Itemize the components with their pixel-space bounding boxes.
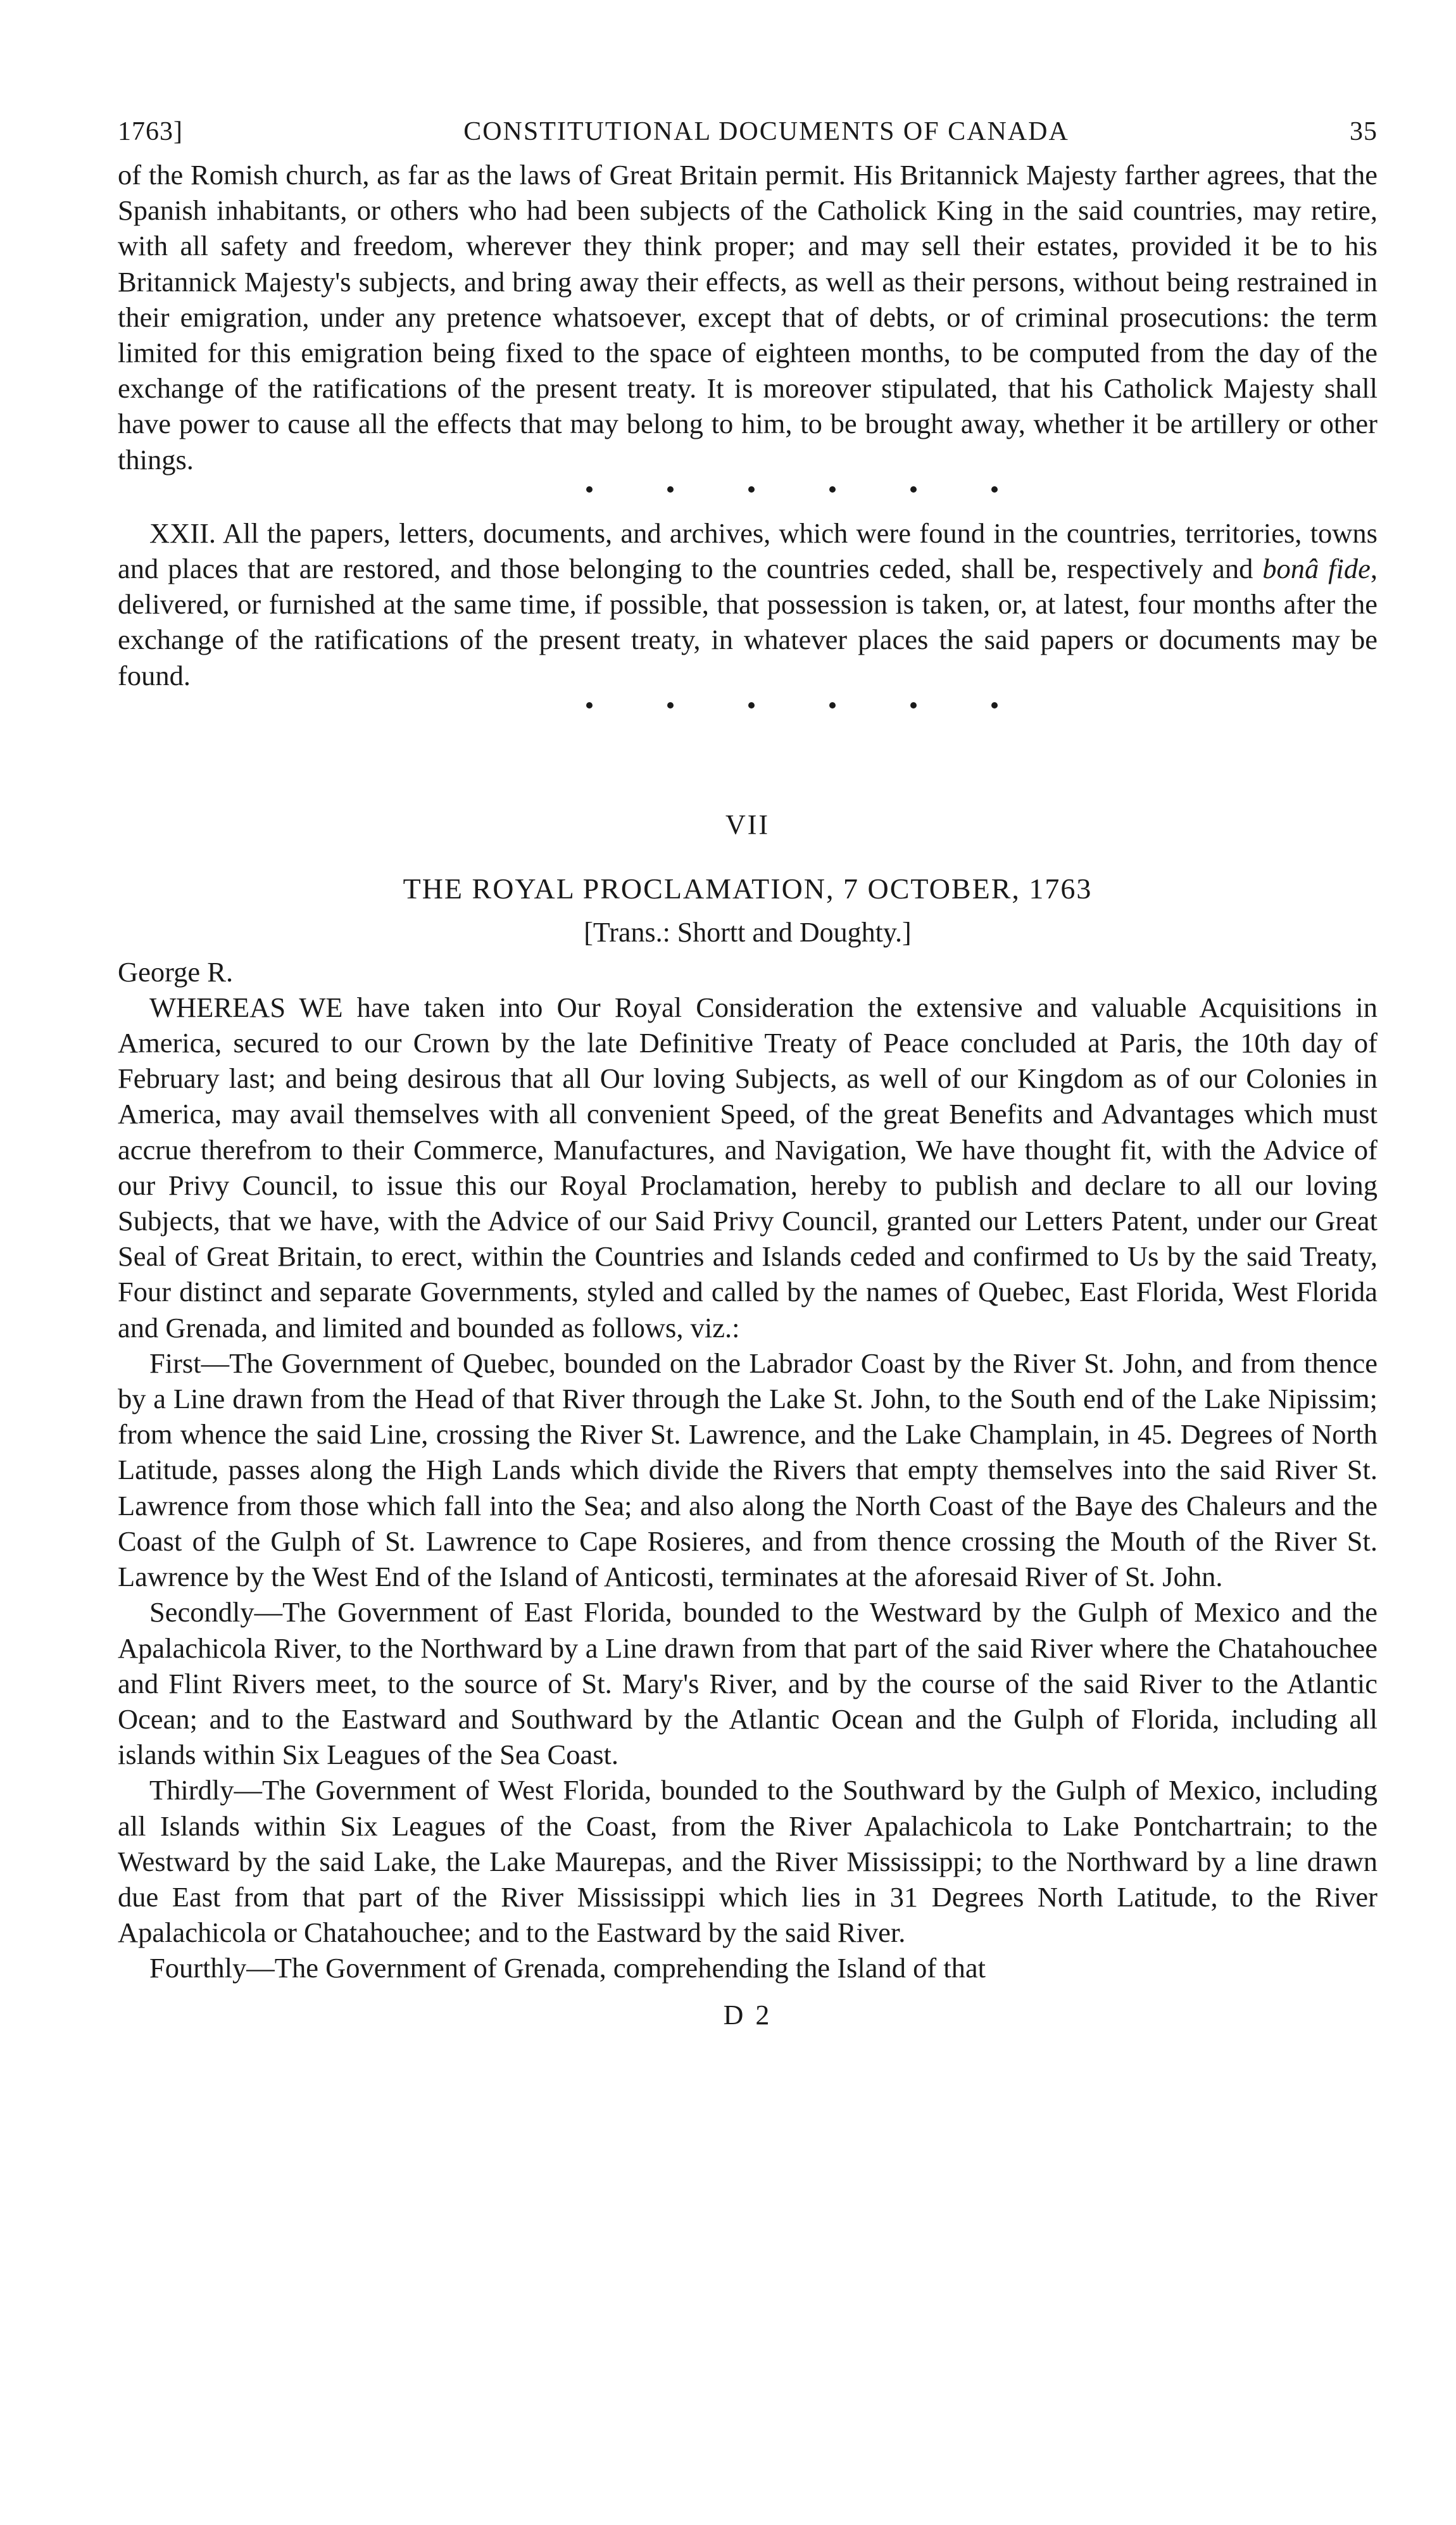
star-mark bbox=[991, 702, 998, 708]
article-text-part-1: All the papers, letters, documents, and archives, which were found in the countries, territories, towns and places that are restored, and those belonging to the countries ceded, shall be, respectively and bbox=[118, 517, 1378, 585]
translation-note: [Trans.: Shortt and Doughty.] bbox=[584, 916, 912, 948]
ellipsis-stars-2 bbox=[118, 700, 1378, 716]
star-mark bbox=[586, 702, 593, 708]
royal-signature: George R. bbox=[118, 955, 234, 988]
treaty-article-continuation: of the Romish church, as far as the laws of Great Britain permit. His Britannick Majesty farther agrees, that the Spanish inhabitants, or others who had been subjects of the Catholick King in the said countries, may retire, with all safety and freedom, wherever they think proper; and may sell their estates, provided it be to his Britannick Majesty's subjects, and bring away their effects, as well as their persons, without being restrained in their emigration, under any pretence whatsoever, except that of debts, or of criminal prosecutions: the term limited for this emigration being fixed to the space of eighteen months, to be computed from the day of the exchange of the ratifications of the present treaty. It is moreover stipulated, that his Catholick Majesty shall have power to cause all the effects that may belong to him, to be brought away, whether it be artillery or other things. bbox=[118, 159, 1378, 475]
star-mark bbox=[748, 702, 755, 708]
running-head bbox=[118, 114, 1378, 149]
proclamation-first-government: First—The Government of Quebec, bounded on the Labrador Coast by the River St. John, and from thence by a Line drawn from the Head of that River through the Lake St. John, to the South end of the Lake Nipissim; from whence the said Line, crossing the River St. Lawrence, and the Lake Champlain, in 45. Degrees of North Latitude, passes along the High Lands which divide the Rivers that empty themselves into the said River St. Lawrence from those which fall into the Sea; and also along the North Coast of the Baye des Chaleurs and the Coast of the Gulph of St. Lawrence to Cape Rosieres, and from thence crossing the Mouth of the River St. Lawrence by the West End of the Island of Anticosti, terminates at the aforesaid River of St. John. bbox=[118, 1347, 1378, 1593]
proclamation-preamble: WHEREAS WE have taken into Our Royal Consideration the extensive and valuable Acquisitions in America, secured to our Crown by the late Definitive Treaty of Peace concluded at Paris, the 10th day of February last; and being desirous that all Our loving Subjects, as well of our Kingdom as of our Colonies in America, may avail themselves with all convenient Speed, of the great Benefits and Advantages which must accrue therefrom to their Commerce, Manufactures, and Navigation, We have thought fit, with the Advice of our Privy Council, to issue this our Royal Proclamation, hereby to publish and declare to all our loving Subjects, that we have, with the Advice of our Said Privy Council, granted our Letters Patent, under our Great Seal of Great Britain, to erect, within the Countries and Islands ceded and confirmed to Us by the said Treaty, Four distinct and separate Governments, styled and called by the names of Quebec, East Florida, West Florida and Grenada, and limited and bounded as follows, viz.: bbox=[118, 991, 1378, 1344]
proclamation-second-government: Secondly—The Government of East Florida, bounded to the Westward by the Gulph of Mexico and the Apalachicola River, to the Northward by a Line drawn from that part of the said River where the Chatahouchee and Flint Rivers meet, to the source of St. Mary's River, and by the course of the said River to the Atlantic Ocean; and to the Eastward and Southward by the Atlantic Ocean and the Gulph of Florida, including all islands within Six Leagues of the Sea Coast. bbox=[118, 1596, 1378, 1771]
star-mark bbox=[748, 486, 755, 493]
document-page bbox=[118, 114, 1378, 2033]
article-text-part-2: , delivered, or furnished at the same time, if possible, that possession is taken, or, at latest, four months after the exchange of the ratifications of the present treaty, in whatever places the said papers or documents may be found. bbox=[118, 553, 1378, 691]
treaty-article-xxii bbox=[118, 515, 1378, 693]
proclamation-third-government: Thirdly—The Government of West Florida, bounded to the Southward by the Gulph of Mexico, including all Islands within Six Leagues of the Coast, from the River Apalachicola to Lake Pontchartrain; to the Westward by the said Lake, the Lake Maurepas, and the River Mississippi; to the Northward by a line drawn due East from that part of the River Mississippi which lies in 31 Degrees North Latitude, to the River Apalachicola or Chatahouchee; and to the Eastward by the said River. bbox=[118, 1774, 1378, 1949]
star-mark bbox=[667, 702, 674, 708]
star-mark bbox=[829, 486, 836, 493]
proclamation-fourth-government: Fourthly—The Government of Grenada, comprehending the Island of that bbox=[149, 1952, 986, 1984]
article-number: XXII. bbox=[149, 517, 217, 549]
running-head-title: CONSTITUTIONAL DOCUMENTS OF CANADA bbox=[463, 117, 1069, 146]
star-mark bbox=[910, 702, 917, 708]
signature-mark: D 2 bbox=[723, 1999, 772, 2031]
article-italic-phrase: bonâ fide bbox=[1262, 553, 1371, 585]
star-mark bbox=[829, 702, 836, 708]
ellipsis-stars-1 bbox=[118, 484, 1378, 500]
running-head-year: 1763] bbox=[118, 117, 183, 146]
star-mark bbox=[991, 486, 998, 493]
section-number: VII bbox=[725, 809, 770, 840]
star-mark bbox=[667, 486, 674, 493]
section-title: THE ROYAL PROCLAMATION, 7 OCTOBER, 1763 bbox=[403, 872, 1093, 905]
star-mark bbox=[910, 486, 917, 493]
star-mark bbox=[586, 486, 593, 493]
page-number: 35 bbox=[1349, 117, 1378, 146]
